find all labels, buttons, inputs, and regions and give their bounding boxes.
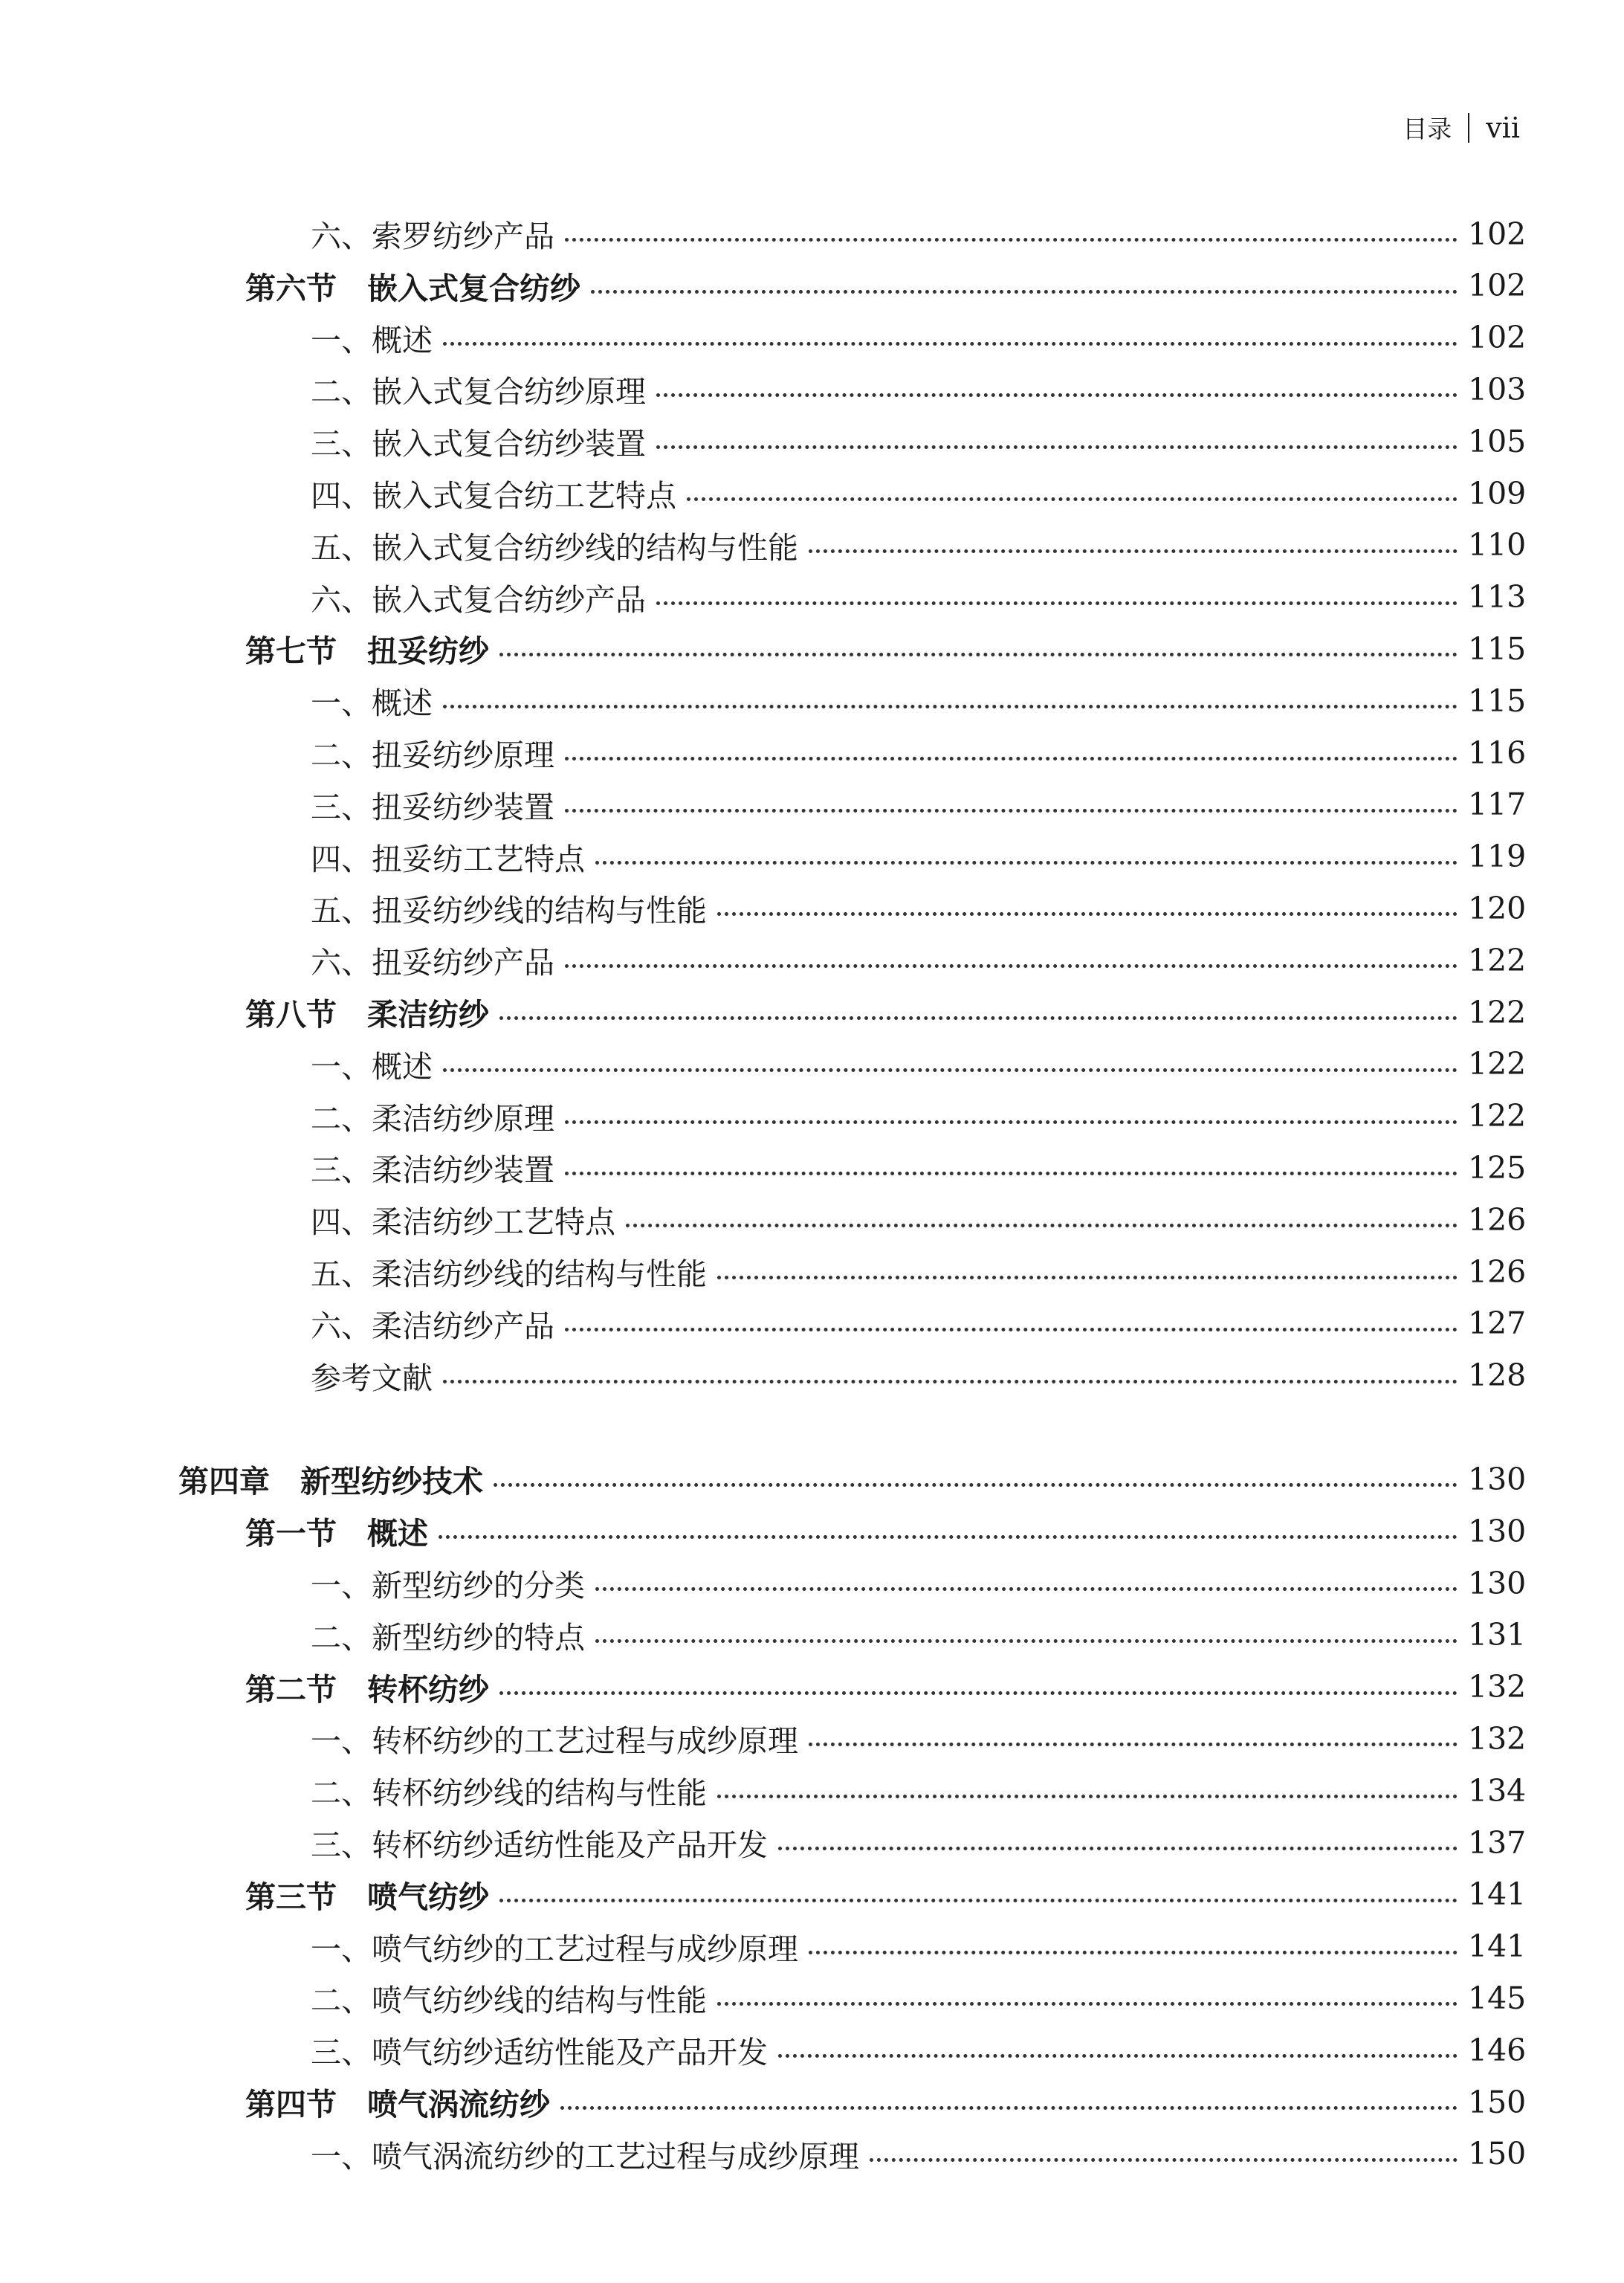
dot-leader xyxy=(443,705,1458,708)
toc-page-number: 109 xyxy=(1468,475,1527,511)
toc-page-number: 141 xyxy=(1468,1928,1527,1965)
toc-entry-title: 第七节 扭妥纺纱 xyxy=(245,633,489,670)
dot-leader xyxy=(656,393,1458,397)
dot-leader xyxy=(565,1172,1458,1175)
toc-entry-title: 三、嵌入式复合纺纱装置 xyxy=(311,426,646,462)
toc-page-number: 119 xyxy=(1468,839,1527,875)
dot-leader xyxy=(560,2106,1458,2110)
toc-entry[interactable] xyxy=(311,1298,1527,1349)
dot-leader xyxy=(443,1380,1458,1383)
dot-leader xyxy=(565,1328,1458,1331)
toc-entry[interactable] xyxy=(311,1039,1527,1090)
toc-entry-title: 五、扭妥纺纱线的结构与性能 xyxy=(311,893,707,929)
toc-entry[interactable] xyxy=(311,1765,1527,1816)
toc-page-number: 132 xyxy=(1468,1720,1527,1757)
dot-leader xyxy=(565,757,1458,761)
toc-entry-title: 第四节 喷气涡流纺纱 xyxy=(245,2087,550,2122)
dot-leader xyxy=(499,1691,1458,1695)
dot-leader xyxy=(595,1587,1458,1591)
toc-entry[interactable] xyxy=(311,1246,1527,1297)
toc-page-number: 115 xyxy=(1468,630,1527,667)
toc-section[interactable] xyxy=(245,1869,1527,1920)
header-separator xyxy=(1468,113,1469,143)
toc-entry[interactable] xyxy=(311,1921,1527,1972)
toc-entry-title: 参考文献 xyxy=(311,1360,433,1396)
toc-page-number: 126 xyxy=(1468,1201,1527,1238)
toc-page-number: 120 xyxy=(1468,890,1527,926)
dot-leader xyxy=(778,1847,1458,1850)
dot-leader xyxy=(595,1639,1458,1643)
toc-entry-title: 二、嵌入式复合纺纱原理 xyxy=(311,374,646,410)
toc-page-number: 122 xyxy=(1468,1098,1527,1134)
dot-leader xyxy=(809,1743,1458,1746)
toc-entry[interactable] xyxy=(311,779,1527,830)
toc-entry-title: 二、转杯纺纱线的结构与性能 xyxy=(311,1775,707,1812)
toc-entry[interactable] xyxy=(311,1194,1527,1245)
dot-leader xyxy=(656,601,1458,605)
toc-entry-title: 一、概述 xyxy=(311,1048,433,1085)
toc-entry-title: 第二节 转杯纺纱 xyxy=(245,1671,489,1708)
toc-chapter[interactable] xyxy=(178,1453,1527,1505)
toc-entry-title: 四、柔洁纺纱工艺特点 xyxy=(311,1204,615,1241)
dot-leader xyxy=(443,1068,1458,1072)
toc-entry-title: 一、概述 xyxy=(311,322,433,358)
toc-entry-title: 一、新型纺纱的分类 xyxy=(311,1568,585,1604)
toc-entry-title: 第四章 新型纺纱技术 xyxy=(178,1464,483,1500)
toc-entry[interactable] xyxy=(311,2128,1527,2180)
dot-leader xyxy=(443,342,1458,346)
toc-entry[interactable] xyxy=(311,1557,1527,1609)
toc-page-number: 110 xyxy=(1468,527,1527,564)
toc-page-number: 113 xyxy=(1468,579,1527,616)
dot-leader xyxy=(499,653,1458,656)
dot-leader xyxy=(809,549,1458,553)
toc-page-number: 128 xyxy=(1468,1357,1527,1394)
toc-section[interactable] xyxy=(245,623,1527,674)
toc-page-number: 146 xyxy=(1468,2032,1527,2068)
toc-section[interactable] xyxy=(245,2076,1527,2128)
toc-entry-title: 六、柔洁纺纱产品 xyxy=(311,1308,554,1344)
toc-page-number: 145 xyxy=(1468,1980,1527,2016)
running-header xyxy=(1403,110,1520,145)
dot-leader xyxy=(687,497,1458,501)
toc-entry[interactable] xyxy=(311,1713,1527,1764)
toc-entry[interactable] xyxy=(311,572,1527,623)
toc-entry-title: 四、扭妥纺工艺特点 xyxy=(311,841,585,877)
toc-page-number: 126 xyxy=(1468,1253,1527,1290)
dot-leader xyxy=(565,964,1458,968)
toc-entry-title: 一、喷气涡流纺纱的工艺过程与成纱原理 xyxy=(311,2138,859,2174)
dot-leader xyxy=(626,1224,1458,1227)
toc-page-number: 150 xyxy=(1468,2084,1527,2120)
toc-entry-title: 第一节 概述 xyxy=(245,1516,428,1552)
toc-entry[interactable] xyxy=(311,416,1527,467)
toc-page-number: 132 xyxy=(1468,1669,1527,1705)
toc-page-number: 122 xyxy=(1468,942,1527,978)
toc-entry-title: 四、嵌入式复合纺工艺特点 xyxy=(311,478,676,514)
toc-entry-title: 三、柔洁纺纱装置 xyxy=(311,1152,554,1189)
toc-page-number: 130 xyxy=(1468,1565,1527,1601)
dot-leader xyxy=(717,2002,1458,2006)
toc-section[interactable] xyxy=(245,1662,1527,1713)
toc-entry[interactable] xyxy=(311,520,1527,571)
dot-leader xyxy=(499,1016,1458,1020)
toc-page-number: 102 xyxy=(1468,320,1527,356)
toc-page-number: 130 xyxy=(1468,1513,1527,1549)
toc-section[interactable] xyxy=(245,260,1527,311)
toc-entry[interactable] xyxy=(311,208,1527,259)
toc-entry-title: 三、扭妥纺纱装置 xyxy=(311,789,554,825)
toc-entry[interactable] xyxy=(311,364,1527,415)
toc-page-number: 150 xyxy=(1468,2136,1527,2172)
dot-leader xyxy=(778,2054,1458,2058)
toc-page-number: 125 xyxy=(1468,1149,1527,1186)
toc-page-number: 127 xyxy=(1468,1305,1527,1342)
toc-page-number: 116 xyxy=(1468,734,1527,771)
dot-leader xyxy=(565,238,1458,242)
toc-page-number: 122 xyxy=(1468,994,1527,1030)
toc-entry-title: 二、新型纺纱的特点 xyxy=(311,1619,585,1656)
toc-entry[interactable] xyxy=(311,312,1527,364)
toc-page-number: 131 xyxy=(1468,1617,1527,1653)
toc-entry-title: 二、柔洁纺纱原理 xyxy=(311,1100,554,1137)
toc-page-number: 137 xyxy=(1468,1824,1527,1861)
toc-entry[interactable] xyxy=(311,2024,1527,2076)
dot-leader xyxy=(565,1120,1458,1124)
toc-entry[interactable] xyxy=(311,727,1527,778)
toc-page-number: 102 xyxy=(1468,216,1527,252)
toc-entry-title: 第三节 喷气纺纱 xyxy=(245,1879,489,1915)
toc-entry[interactable] xyxy=(311,1350,1527,1401)
toc-entry-title: 第八节 柔洁纺纱 xyxy=(245,997,489,1033)
toc-entry[interactable] xyxy=(311,468,1527,519)
dot-leader xyxy=(717,1276,1458,1279)
toc-entry-title: 三、转杯纺纱适纺性能及产品开发 xyxy=(311,1827,768,1863)
running-header-section: 目录 xyxy=(1403,114,1452,143)
toc-entry-title: 一、喷气纺纱的工艺过程与成纱原理 xyxy=(311,1931,798,1967)
toc-entry[interactable] xyxy=(311,675,1527,726)
toc-entry[interactable] xyxy=(311,1142,1527,1193)
dot-leader xyxy=(809,1951,1458,1954)
toc-entry[interactable] xyxy=(311,1609,1527,1661)
toc-entry-title: 二、喷气纺纱线的结构与性能 xyxy=(311,1983,707,2019)
toc-entry-title: 五、嵌入式复合纺纱线的结构与性能 xyxy=(311,529,798,566)
toc-entry-title: 一、转杯纺纱的工艺过程与成纱原理 xyxy=(311,1723,798,1760)
toc-page-number: 134 xyxy=(1468,1772,1527,1809)
dot-leader xyxy=(870,2158,1458,2162)
toc-page-number: 105 xyxy=(1468,423,1527,459)
toc-page-number: 115 xyxy=(1468,682,1527,719)
toc-entry-title: 一、概述 xyxy=(311,685,433,722)
page-number: vii xyxy=(1486,111,1520,144)
toc-page-number: 103 xyxy=(1468,371,1527,407)
toc-page-number: 122 xyxy=(1468,1046,1527,1082)
toc-entry-title: 第六节 嵌入式复合纺纱 xyxy=(245,270,580,306)
toc-entry[interactable] xyxy=(311,1817,1527,1868)
toc-page-number: 130 xyxy=(1468,1461,1527,1497)
toc-section[interactable] xyxy=(245,986,1527,1038)
toc-entry-title: 三、喷气纺纱适纺性能及产品开发 xyxy=(311,2035,768,2071)
toc-entry[interactable] xyxy=(311,934,1527,986)
dot-leader xyxy=(717,912,1458,916)
dot-leader xyxy=(717,1795,1458,1798)
dot-leader xyxy=(494,1483,1458,1487)
toc-entry-title: 六、索罗纺纱产品 xyxy=(311,219,554,254)
toc-entry-title: 六、扭妥纺纱产品 xyxy=(311,945,554,981)
toc-entry[interactable] xyxy=(311,1972,1527,2024)
dot-leader xyxy=(439,1535,1458,1539)
toc-entry[interactable] xyxy=(311,831,1527,882)
toc-entry[interactable] xyxy=(311,1091,1527,1142)
toc-page-number: 102 xyxy=(1468,268,1527,304)
dot-leader xyxy=(656,445,1458,449)
dot-leader xyxy=(499,1899,1458,1902)
toc-entry-title: 五、柔洁纺纱线的结构与性能 xyxy=(311,1256,707,1292)
dot-leader xyxy=(565,809,1458,813)
toc-entry-title: 二、扭妥纺纱原理 xyxy=(311,737,554,773)
toc-page-number: 141 xyxy=(1468,1876,1527,1913)
dot-leader xyxy=(591,290,1458,294)
toc-entry[interactable] xyxy=(311,882,1527,934)
toc-entry-title: 六、嵌入式复合纺纱产品 xyxy=(311,581,646,618)
toc-page-number: 117 xyxy=(1468,787,1527,823)
toc-section[interactable] xyxy=(245,1505,1527,1557)
dot-leader xyxy=(595,861,1458,865)
